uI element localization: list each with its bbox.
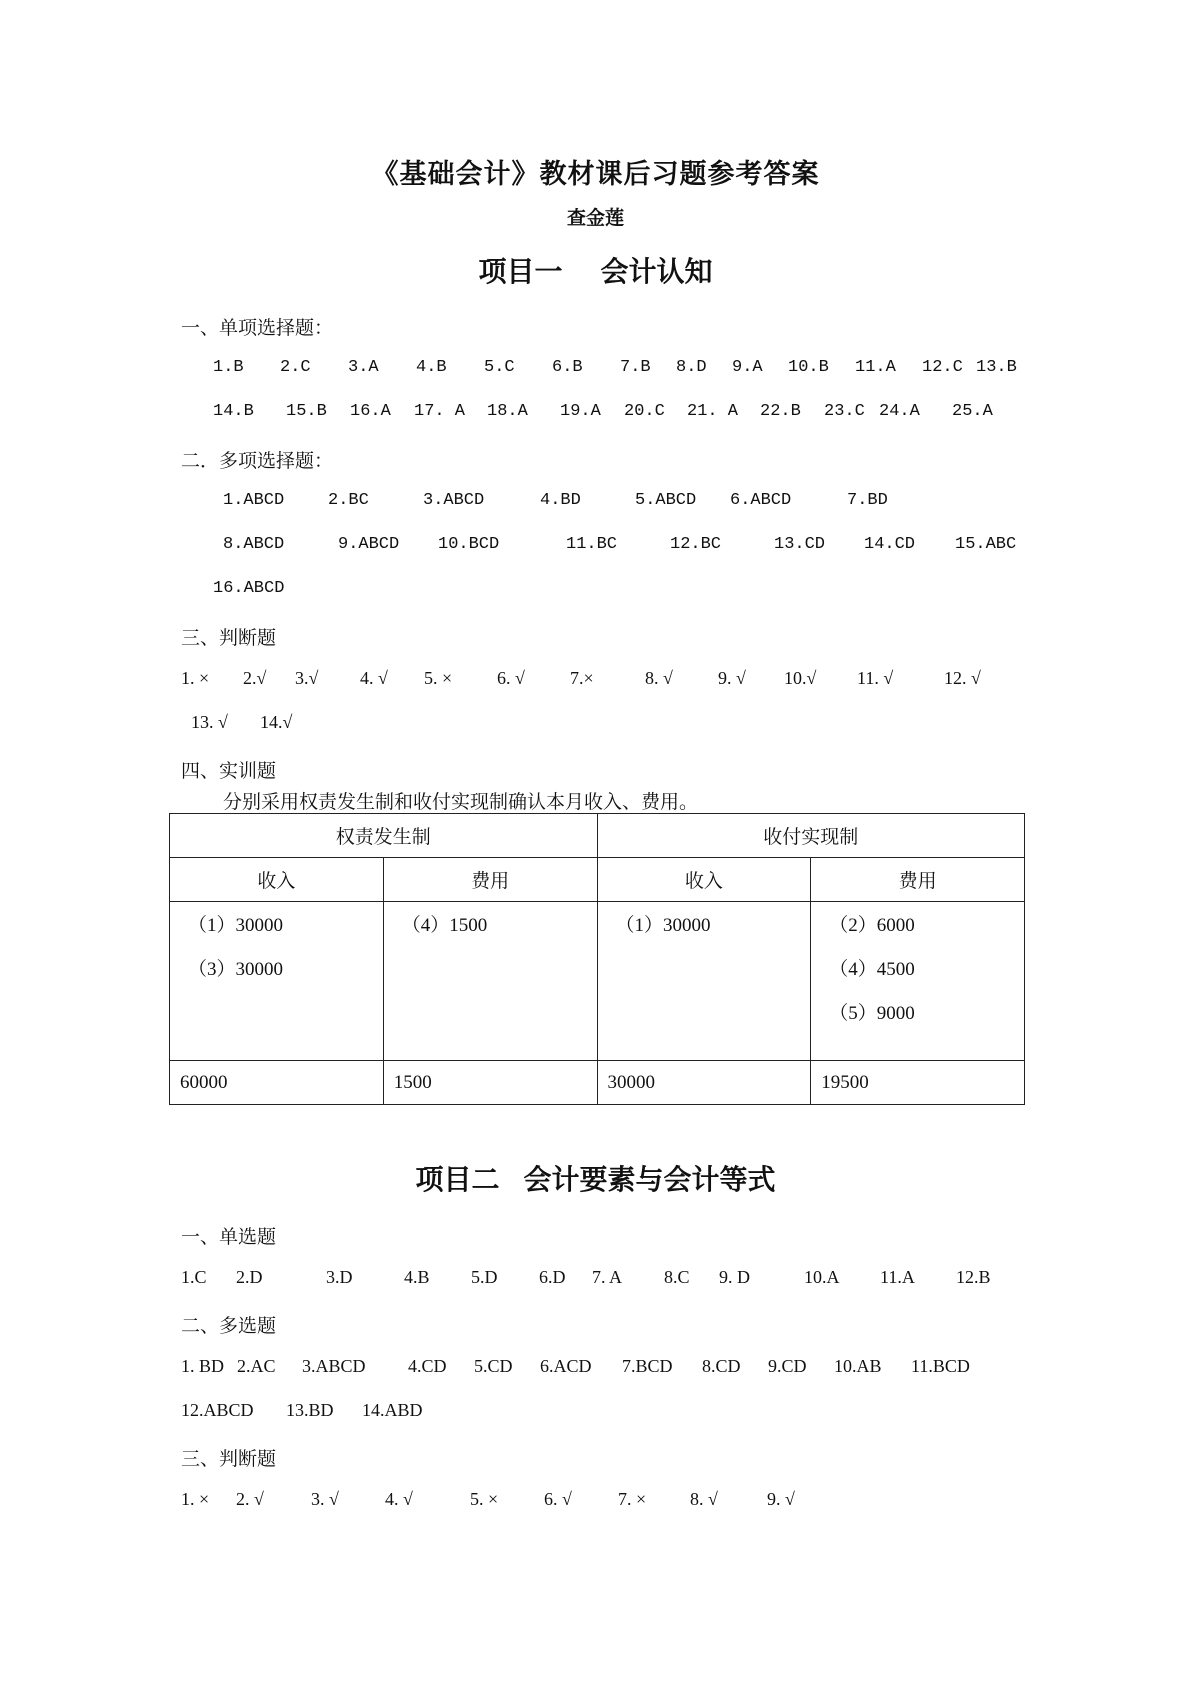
answer-item: 7.× bbox=[570, 668, 594, 688]
cash-expense-total: 19500 bbox=[811, 1061, 1025, 1105]
p1-single-choice-row-1 bbox=[0, 358, 1191, 386]
answer-item: 9.CD bbox=[768, 1356, 807, 1376]
answer-item: 4.CD bbox=[408, 1356, 447, 1376]
answer-item: 2. √ bbox=[236, 1489, 264, 1509]
answer-item: 6.B bbox=[552, 358, 583, 377]
answer-item: 2.√ bbox=[243, 668, 267, 688]
answer-item: 6.ABCD bbox=[730, 491, 792, 510]
answer-item: 2.D bbox=[236, 1267, 263, 1287]
answer-item: 5.ABCD bbox=[635, 491, 697, 510]
answer-item: 7. × bbox=[618, 1489, 647, 1509]
answer-item: 6.D bbox=[539, 1267, 566, 1287]
project2-heading-number: 项目二 bbox=[415, 1165, 500, 1196]
accrual-income-header: 收入 bbox=[170, 858, 384, 902]
p2-single-choice-title: 一、单选题 bbox=[181, 1227, 277, 1248]
answer-item: 8.ABCD bbox=[223, 535, 285, 554]
answer-item: 3.ABCD bbox=[423, 491, 485, 510]
answer-item: 2.AC bbox=[237, 1356, 276, 1376]
p1-multi-choice-row-2 bbox=[0, 535, 1191, 563]
answer-item: 12.B bbox=[956, 1267, 991, 1287]
answer-item: 2.C bbox=[280, 358, 311, 377]
answer-item: 10.B bbox=[788, 358, 829, 377]
answer-item: 7.B bbox=[620, 358, 651, 377]
table-entry: （4）1500 bbox=[401, 915, 488, 936]
answer-item: 22.B bbox=[760, 402, 801, 421]
answer-item: 14.B bbox=[213, 402, 254, 421]
answer-item: 9. √ bbox=[767, 1489, 795, 1509]
table-entry: （3）30000 bbox=[188, 959, 284, 980]
answer-item: 10.BCD bbox=[438, 535, 500, 554]
table-entry: （1）30000 bbox=[188, 915, 284, 936]
answer-item: 23.C bbox=[824, 402, 865, 421]
p2-true-false-title: 三、判断题 bbox=[181, 1449, 277, 1470]
p2-single-choice-row-1 bbox=[0, 1267, 1191, 1295]
accrual-basis-header: 权责发生制 bbox=[170, 814, 598, 858]
answer-item: 19.A bbox=[560, 402, 601, 421]
answer-item: 11.BC bbox=[566, 535, 618, 554]
project2-heading bbox=[0, 1158, 1191, 1198]
answer-item: 21. A bbox=[687, 402, 739, 421]
answer-item: 9.ABCD bbox=[338, 535, 400, 554]
answer-item: 8.D bbox=[676, 358, 707, 377]
p2-true-false-row-1 bbox=[0, 1489, 1191, 1517]
answer-item: 4.B bbox=[404, 1267, 430, 1287]
answer-item: 1. × bbox=[181, 668, 210, 688]
p1-true-false-row-2 bbox=[0, 712, 1191, 740]
answer-item: 4. √ bbox=[360, 668, 388, 688]
answer-item: 18.A bbox=[487, 402, 528, 421]
document-title: 《基础会计》教材课后习题参考答案 bbox=[371, 159, 820, 189]
answer-item: 10.√ bbox=[784, 668, 817, 688]
accrual-expense-total: 1500 bbox=[383, 1061, 597, 1105]
answer-item: 10.AB bbox=[834, 1356, 882, 1376]
answer-item: 15.ABC bbox=[955, 535, 1017, 554]
answer-item: 13.CD bbox=[774, 535, 826, 554]
answer-item: 1.B bbox=[213, 358, 244, 377]
accrual-income-cell bbox=[170, 902, 384, 1061]
cash-income-cell bbox=[597, 902, 811, 1061]
answer-item: 12. √ bbox=[944, 668, 981, 688]
answer-item: 13.B bbox=[976, 358, 1017, 377]
p2-multi-choice-title: 二、多选题 bbox=[181, 1316, 277, 1337]
answer-item: 3.A bbox=[348, 358, 379, 377]
answer-item: 4.BD bbox=[540, 491, 581, 510]
answer-item: 14.CD bbox=[864, 535, 916, 554]
cash-basis-header: 收付实现制 bbox=[597, 814, 1025, 858]
answer-item: 16.A bbox=[350, 402, 391, 421]
p1-multi-choice-title: 二．多项选择题： bbox=[181, 451, 334, 472]
answer-item: 6.ACD bbox=[540, 1356, 592, 1376]
p1-single-choice-title: 一、单项选择题： bbox=[181, 318, 334, 339]
answer-item: 1.ABCD bbox=[223, 491, 285, 510]
answer-item: 12.C bbox=[922, 358, 963, 377]
p1-single-choice-row-2 bbox=[0, 402, 1191, 430]
answer-item: 8.C bbox=[664, 1267, 690, 1287]
answer-item: 4. √ bbox=[385, 1489, 413, 1509]
accrual-expense-header: 费用 bbox=[383, 858, 597, 902]
p2-multi-choice-row-1 bbox=[0, 1356, 1191, 1384]
project1-heading-number: 项目一 bbox=[478, 257, 563, 288]
answer-item: 12.BC bbox=[670, 535, 722, 554]
answer-item: 11.A bbox=[880, 1267, 915, 1287]
cash-income-total: 30000 bbox=[597, 1061, 811, 1105]
project1-heading bbox=[0, 250, 1191, 290]
p2-multi-choice-row-2 bbox=[0, 1400, 1191, 1428]
answer-item: 3.√ bbox=[295, 668, 319, 688]
accrual-cash-basis-table bbox=[169, 813, 1025, 1105]
answer-item: 3. √ bbox=[311, 1489, 339, 1509]
answer-item: 2.BC bbox=[328, 491, 369, 510]
answer-item: 5.C bbox=[484, 358, 515, 377]
answer-item: 16.ABCD bbox=[213, 579, 285, 598]
answer-item: 11.A bbox=[855, 358, 896, 377]
p1-true-false-title: 三、判断题 bbox=[181, 628, 277, 649]
table-entry: （4）4500 bbox=[829, 959, 915, 980]
cash-income-header: 收入 bbox=[597, 858, 811, 902]
answer-item: 15.B bbox=[286, 402, 327, 421]
answer-item: 3.D bbox=[326, 1267, 353, 1287]
answer-item: 9. √ bbox=[718, 668, 746, 688]
accrual-income-total: 60000 bbox=[170, 1061, 384, 1105]
answer-item: 13.BD bbox=[286, 1400, 334, 1420]
project1-heading-topic: 会计认知 bbox=[600, 257, 713, 288]
table-entry: （5）9000 bbox=[829, 1003, 915, 1024]
answer-item: 11.BCD bbox=[911, 1356, 970, 1376]
answer-item: 13. √ bbox=[191, 712, 228, 732]
answer-item: 12.ABCD bbox=[181, 1400, 254, 1420]
answer-item: 5. × bbox=[424, 668, 453, 688]
answer-item: 1.C bbox=[181, 1267, 207, 1287]
p1-multi-choice-row-3 bbox=[0, 579, 1191, 607]
answer-item: 14.ABD bbox=[362, 1400, 423, 1420]
answer-item: 9.A bbox=[732, 358, 763, 377]
answer-item: 4.B bbox=[416, 358, 447, 377]
answer-item: 8. √ bbox=[645, 668, 673, 688]
answer-item: 11. √ bbox=[857, 668, 894, 688]
answer-item: 6. √ bbox=[497, 668, 525, 688]
answer-item: 5.D bbox=[471, 1267, 498, 1287]
cash-expense-cell bbox=[811, 902, 1025, 1061]
answer-item: 14.√ bbox=[260, 712, 293, 732]
p1-practical-title: 四、实训题 bbox=[181, 761, 277, 782]
cash-expense-header: 费用 bbox=[811, 858, 1025, 902]
answer-item: 1. × bbox=[181, 1489, 210, 1509]
answer-item: 3.ABCD bbox=[302, 1356, 366, 1376]
answer-item: 7.BCD bbox=[622, 1356, 673, 1376]
table-entry: （2）6000 bbox=[829, 915, 915, 936]
answer-item: 5. × bbox=[470, 1489, 499, 1509]
p1-multi-choice-row-1 bbox=[0, 491, 1191, 519]
answer-item: 9. D bbox=[719, 1267, 750, 1287]
document-author: 查金莲 bbox=[566, 208, 624, 229]
project2-heading-topic: 会计要素与会计等式 bbox=[523, 1165, 776, 1196]
answer-item: 6. √ bbox=[544, 1489, 572, 1509]
accrual-expense-cell bbox=[383, 902, 597, 1061]
answer-item: 5.CD bbox=[474, 1356, 513, 1376]
table-entry: （1）30000 bbox=[615, 915, 711, 936]
answer-item: 24.A bbox=[879, 402, 920, 421]
answer-item: 8. √ bbox=[690, 1489, 718, 1509]
answer-item: 20.C bbox=[624, 402, 665, 421]
p1-practical-intro: 分别采用权责发生制和收付实现制确认本月收入、费用。 bbox=[223, 792, 699, 813]
answer-item: 8.CD bbox=[702, 1356, 741, 1376]
answer-item: 7.BD bbox=[847, 491, 888, 510]
answer-item: 1. BD bbox=[181, 1356, 225, 1376]
p1-true-false-row-1 bbox=[0, 668, 1191, 696]
answer-item: 7. A bbox=[592, 1267, 623, 1287]
answer-item: 25.A bbox=[952, 402, 993, 421]
answer-item: 17. A bbox=[414, 402, 466, 421]
answer-item: 10.A bbox=[804, 1267, 840, 1287]
